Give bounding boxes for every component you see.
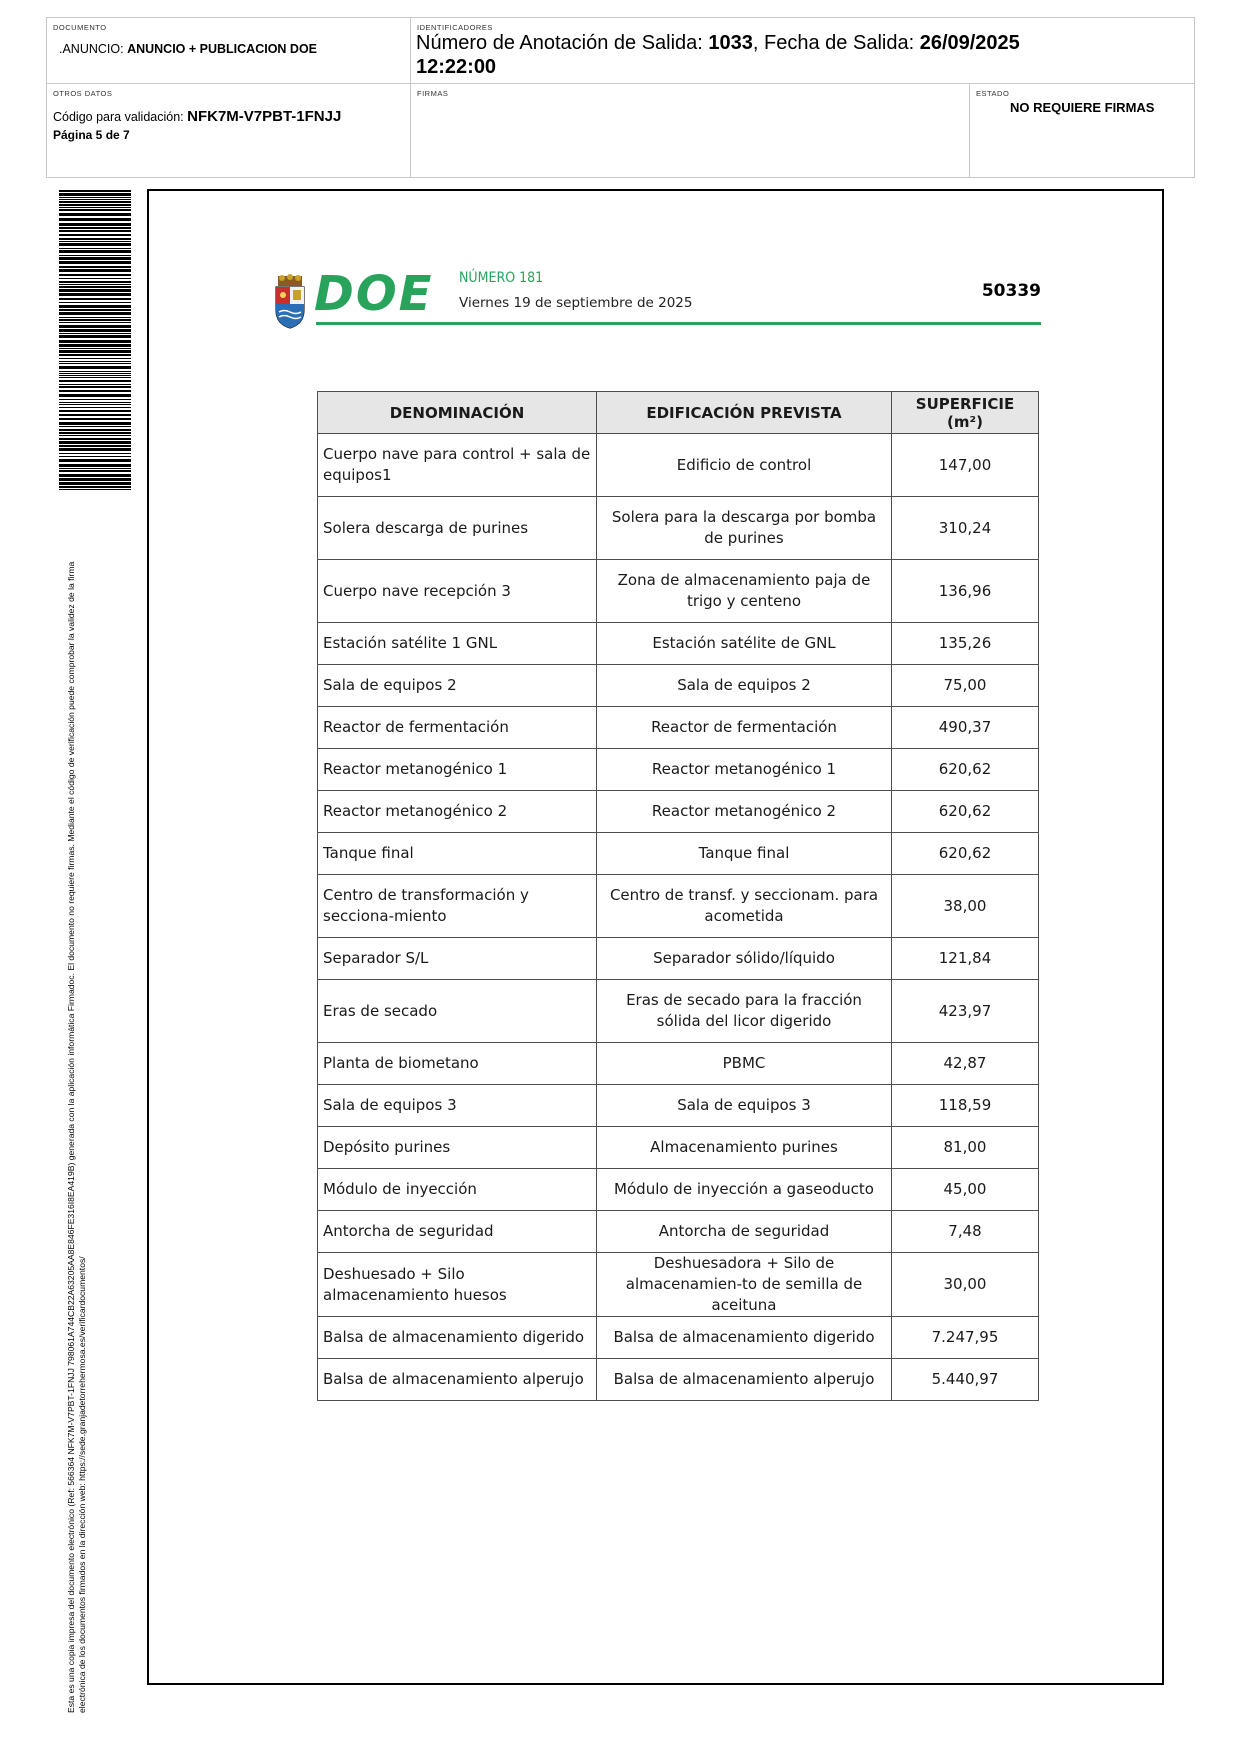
cell-superficie: 620,62 xyxy=(892,749,1039,791)
documento-type: ANUNCIO + PUBLICACION DOE xyxy=(127,42,318,56)
cell-denominacion: Eras de secado xyxy=(318,980,597,1043)
cell-denominacion: Solera descarga de purines xyxy=(318,497,597,560)
cell-edificacion: Reactor metanogénico 2 xyxy=(597,791,892,833)
table-row xyxy=(318,623,1039,665)
cell-edificacion: Reactor metanogénico 1 xyxy=(597,749,892,791)
estado-label: ESTADO xyxy=(976,89,1010,98)
cell-denominacion: Separador S/L xyxy=(318,938,597,980)
edificaciones-table xyxy=(317,391,1039,1401)
doe-page-number: 50339 xyxy=(981,281,1041,301)
cell-superficie: 81,00 xyxy=(892,1127,1039,1169)
cell-superficie: 620,62 xyxy=(892,833,1039,875)
cell-denominacion: Reactor metanogénico 1 xyxy=(318,749,597,791)
cell-superficie: 45,00 xyxy=(892,1169,1039,1211)
table-row xyxy=(318,1043,1039,1085)
cell-denominacion: Reactor de fermentación xyxy=(318,707,597,749)
num-value: 1033 xyxy=(708,32,753,54)
cell-superficie: 5.440,97 xyxy=(892,1359,1039,1401)
doe-header-rule xyxy=(316,322,1041,325)
cell-denominacion: Sala de equipos 2 xyxy=(318,665,597,707)
table-row xyxy=(318,1085,1039,1127)
cell-denominacion: Centro de transformación y secciona-miento xyxy=(318,875,597,938)
cell-superficie: 121,84 xyxy=(892,938,1039,980)
col-header-denominacion: DENOMINACIÓN xyxy=(318,392,597,434)
doe-fecha: Viernes 19 de septiembre de 2025 xyxy=(459,295,693,311)
cell-denominacion: Planta de biometano xyxy=(318,1043,597,1085)
cell-edificacion: Separador sólido/líquido xyxy=(597,938,892,980)
cell-edificacion: Solera para la descarga por bomba de purines xyxy=(597,497,892,560)
table-row xyxy=(318,665,1039,707)
table-header-row xyxy=(318,392,1039,434)
cell-superficie: 42,87 xyxy=(892,1043,1039,1085)
table-row xyxy=(318,1253,1039,1317)
registration-header xyxy=(46,17,1195,178)
documento-value xyxy=(59,42,317,56)
cell-edificacion: Tanque final xyxy=(597,833,892,875)
doe-numero: NÚMERO 181 xyxy=(459,270,544,286)
cell-denominacion: Tanque final xyxy=(318,833,597,875)
cell-superficie: 423,97 xyxy=(892,980,1039,1043)
cell-superficie: 75,00 xyxy=(892,665,1039,707)
estado-cell xyxy=(970,83,1194,177)
cell-superficie: 490,37 xyxy=(892,707,1039,749)
cell-superficie: 147,00 xyxy=(892,434,1039,497)
cell-denominacion: Depósito purines xyxy=(318,1127,597,1169)
cell-edificacion: Almacenamiento purines xyxy=(597,1127,892,1169)
cell-edificacion: Edificio de control xyxy=(597,434,892,497)
cell-denominacion: Módulo de inyección xyxy=(318,1169,597,1211)
firmas-label: FIRMAS xyxy=(417,89,449,98)
cell-superficie: 310,24 xyxy=(892,497,1039,560)
documento-label: DOCUMENTO xyxy=(53,23,107,32)
identificadores-cell xyxy=(411,18,1194,83)
cell-superficie: 30,00 xyxy=(892,1253,1039,1317)
coat-of-arms-icon xyxy=(273,274,307,330)
fecha-value: 26/09/2025 12:22:00 xyxy=(416,32,1020,78)
cell-superficie: 135,26 xyxy=(892,623,1039,665)
cell-edificacion: Centro de transf. y seccionam. para acometida xyxy=(597,875,892,938)
table-row xyxy=(318,833,1039,875)
cell-denominacion: Balsa de almacenamiento digerido xyxy=(318,1317,597,1359)
cell-edificacion: Eras de secado para la fracción sólida del licor digerido xyxy=(597,980,892,1043)
cell-denominacion: Sala de equipos 3 xyxy=(318,1085,597,1127)
table-row xyxy=(318,434,1039,497)
firmas-cell xyxy=(411,83,970,177)
doe-logo: DOE xyxy=(314,266,434,322)
documento-cell xyxy=(47,18,411,83)
cell-superficie: 7.247,95 xyxy=(892,1317,1039,1359)
col-header-edificacion: EDIFICACIÓN PREVISTA xyxy=(597,392,892,434)
otros-datos-cell xyxy=(47,83,411,177)
table-row xyxy=(318,560,1039,623)
cell-edificacion: Módulo de inyección a gaseoducto xyxy=(597,1169,892,1211)
cell-edificacion: Estación satélite de GNL xyxy=(597,623,892,665)
barcode xyxy=(59,190,131,490)
cell-edificacion: Balsa de almacenamiento digerido xyxy=(597,1317,892,1359)
table-row xyxy=(318,1211,1039,1253)
cell-denominacion: Deshuesado + Silo almacenamiento huesos xyxy=(318,1253,597,1317)
cell-edificacion: Sala de equipos 3 xyxy=(597,1085,892,1127)
verification-side-text: Esta es una copia impresa del documento electrónico (Ref: 566364 NFK7M-V7PBT-1FNJJ 798061A744CB22A63205AA8E846FE316I8EA419B) generada con la aplicación informática Firmadoc. El documento no requiere firmas. Mediante el código de verificación puede comprobar la validez de la firma electrónica de los documentos firmados en la dirección web: https://sede.granjadetorrehermosa.es/verificardocumentos/ xyxy=(66,561,87,1713)
cell-denominacion: Estación satélite 1 GNL xyxy=(318,623,597,665)
cell-superficie: 7,48 xyxy=(892,1211,1039,1253)
cell-edificacion: Zona de almacenamiento paja de trigo y centeno xyxy=(597,560,892,623)
pagina: Página 5 de 7 xyxy=(53,128,130,142)
cell-edificacion: Reactor de fermentación xyxy=(597,707,892,749)
documento-prefix: .ANUNCIO: xyxy=(59,42,124,56)
num-label: Número de Anotación de Salida: xyxy=(416,32,703,54)
table-row xyxy=(318,707,1039,749)
cell-superficie: 38,00 xyxy=(892,875,1039,938)
cell-denominacion: Antorcha de seguridad xyxy=(318,1211,597,1253)
identificadores-value xyxy=(416,31,1096,79)
codigo-value: NFK7M-V7PBT-1FNJJ xyxy=(187,108,342,125)
cell-denominacion: Cuerpo nave para control + sala de equipos1 xyxy=(318,434,597,497)
codigo-label: Código para validación: xyxy=(53,110,184,124)
table-row xyxy=(318,938,1039,980)
otros-label: OTROS DATOS xyxy=(53,89,113,98)
cell-edificacion: Antorcha de seguridad xyxy=(597,1211,892,1253)
cell-edificacion: Balsa de almacenamiento alperujo xyxy=(597,1359,892,1401)
table-row xyxy=(318,749,1039,791)
fecha-label: , Fecha de Salida: xyxy=(752,32,915,54)
cell-denominacion: Balsa de almacenamiento alperujo xyxy=(318,1359,597,1401)
identificadores-label: IDENTIFICADORES xyxy=(417,23,493,32)
table-row xyxy=(318,1169,1039,1211)
col-header-superficie: SUPERFICIE (m²) xyxy=(892,392,1039,434)
cell-edificacion: Deshuesadora + Silo de almacenamien-to de semilla de aceituna xyxy=(597,1253,892,1317)
table-row xyxy=(318,791,1039,833)
table-row xyxy=(318,875,1039,938)
cell-edificacion: Sala de equipos 2 xyxy=(597,665,892,707)
codigo-validacion xyxy=(53,108,341,125)
estado-value: NO REQUIERE FIRMAS xyxy=(1010,100,1155,115)
cell-superficie: 620,62 xyxy=(892,791,1039,833)
table-row xyxy=(318,497,1039,560)
table-row xyxy=(318,1127,1039,1169)
cell-denominacion: Cuerpo nave recepción 3 xyxy=(318,560,597,623)
table-row xyxy=(318,980,1039,1043)
cell-edificacion: PBMC xyxy=(597,1043,892,1085)
cell-denominacion: Reactor metanogénico 2 xyxy=(318,791,597,833)
cell-superficie: 118,59 xyxy=(892,1085,1039,1127)
table-row xyxy=(318,1317,1039,1359)
table-row xyxy=(318,1359,1039,1401)
cell-superficie: 136,96 xyxy=(892,560,1039,623)
